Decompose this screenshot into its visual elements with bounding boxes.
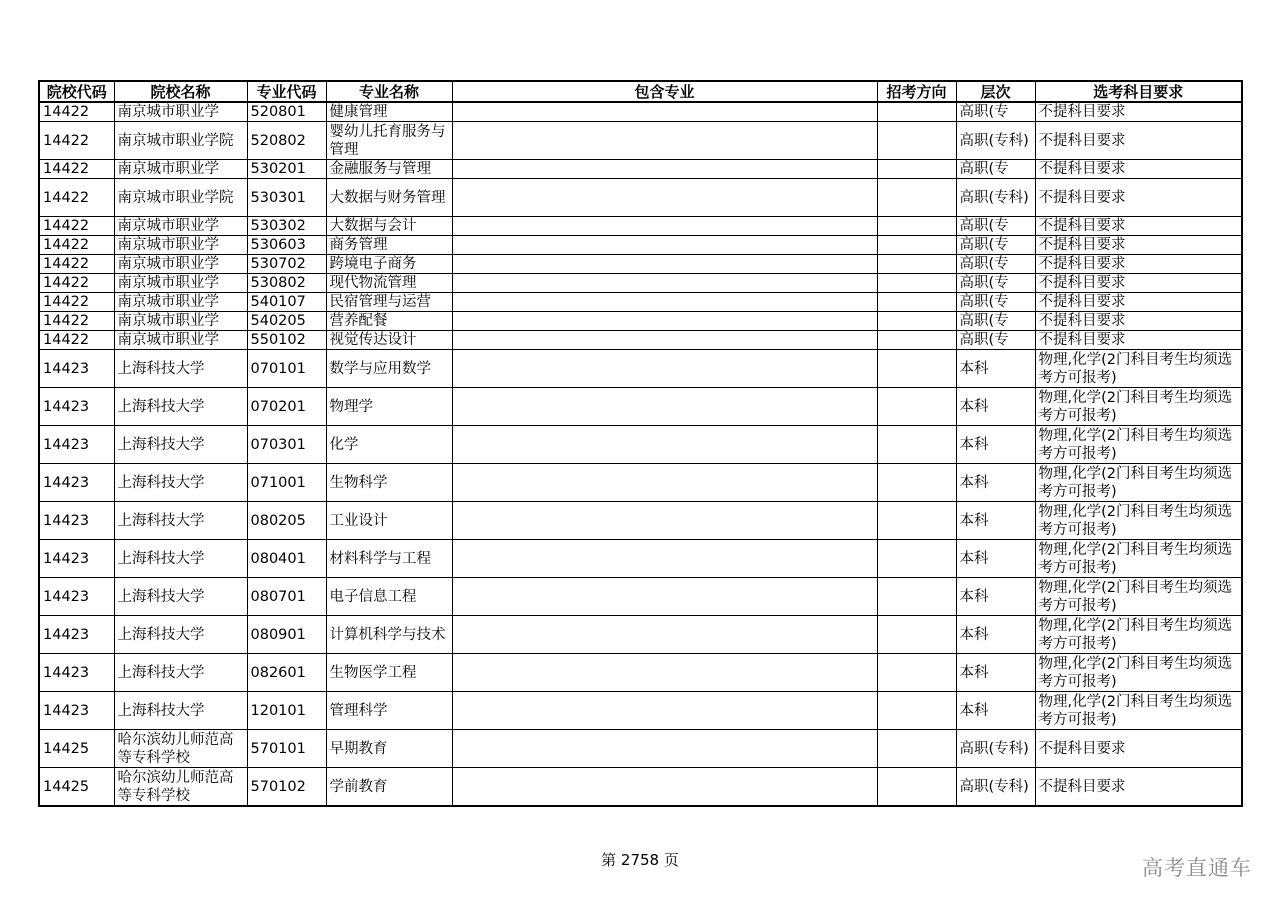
cell-text: 商务管理: [329, 237, 388, 253]
cell-direction: [877, 426, 956, 464]
table-row: [39, 578, 1242, 616]
cell-school-name: 上海科技大学: [114, 426, 247, 464]
cell-level: 本科: [956, 350, 1035, 388]
cell-included-majors: [452, 578, 877, 616]
cell-included-majors: [452, 217, 877, 236]
cell-subject-requirement: 物理,化学(2门科目考生均须选考方可报考): [1035, 578, 1242, 616]
cell-subject-requirement: [1035, 274, 1242, 293]
cell-text: 14422: [43, 161, 90, 177]
cell-text: 民宿管理与运营: [329, 294, 431, 310]
header-school-name: 院校名称: [114, 81, 247, 102]
cell-major-name: [326, 160, 452, 179]
cell-text: 高职(专: [959, 332, 1009, 348]
table-row: [39, 160, 1242, 179]
cell-subject-requirement: 物理,化学(2门科目考生均须选考方可报考): [1035, 426, 1242, 464]
cell-major-code: [247, 274, 326, 293]
cell-text: [456, 331, 874, 349]
cell-school-name: [114, 331, 247, 350]
cell-subject-requirement: [1035, 236, 1242, 255]
cell-direction: [877, 331, 956, 350]
table-row: [39, 426, 1242, 464]
cell-major-code: [247, 255, 326, 274]
cell-major-code: [247, 160, 326, 179]
cell-text: 14422: [43, 275, 90, 291]
cell-school-code: 14423: [39, 388, 114, 426]
cell-direction: [877, 578, 956, 616]
cell-text: 金融服务与管理: [329, 161, 431, 177]
cell-text: 530302: [250, 218, 306, 234]
cell-included-majors: [452, 768, 877, 807]
cell-included-majors: [452, 502, 877, 540]
cell-school-name: 上海科技大学: [114, 464, 247, 502]
cell-subject-requirement: 物理,化学(2门科目考生均须选考方可报考): [1035, 654, 1242, 692]
cell-direction: [877, 102, 956, 122]
cell-school-code: [39, 293, 114, 312]
cell-text: [881, 217, 953, 235]
cell-major-code: 080901: [247, 616, 326, 654]
header-included-majors: 包含专业: [452, 81, 877, 102]
cell-text: 高职(专: [959, 237, 1009, 253]
cell-text: 高职(专: [959, 256, 1009, 272]
cell-text: [881, 255, 953, 273]
cell-direction: [877, 350, 956, 388]
cell-school-name: 上海科技大学: [114, 350, 247, 388]
cell-subject-requirement: 物理,化学(2门科目考生均须选考方可报考): [1035, 540, 1242, 578]
cell-included-majors: [452, 654, 877, 692]
cell-major-code: 070201: [247, 388, 326, 426]
cell-major-name: 大数据与财务管理: [326, 179, 452, 217]
cell-included-majors: [452, 293, 877, 312]
cell-major-name: 早期教育: [326, 730, 452, 768]
cell-included-majors: [452, 426, 877, 464]
cell-text: 高职(专: [959, 294, 1009, 310]
cell-major-code: [247, 293, 326, 312]
cell-level: [956, 102, 1035, 122]
cell-school-code: [39, 217, 114, 236]
cell-text: 14422: [43, 332, 90, 348]
cell-major-name: [326, 236, 452, 255]
table-row: [39, 312, 1242, 331]
cell-text: [456, 274, 874, 292]
cell-subject-requirement: 物理,化学(2门科目考生均须选考方可报考): [1035, 464, 1242, 502]
cell-level: 高职(专科): [956, 768, 1035, 807]
cell-major-name: [326, 255, 452, 274]
cell-text: [881, 274, 953, 292]
cell-major-name: 化学: [326, 426, 452, 464]
cell-school-code: 14423: [39, 464, 114, 502]
header-major-name: 专业名称: [326, 81, 452, 102]
cell-included-majors: [452, 102, 877, 122]
cell-subject-requirement: 物理,化学(2门科目考生均须选考方可报考): [1035, 350, 1242, 388]
cell-included-majors: [452, 255, 877, 274]
cell-included-majors: [452, 616, 877, 654]
cell-subject-requirement: [1035, 293, 1242, 312]
cell-level: [956, 312, 1035, 331]
cell-subject-requirement: [1035, 160, 1242, 179]
cell-text: [881, 160, 953, 178]
cell-text: 营养配餐: [329, 313, 388, 329]
cell-subject-requirement: [1035, 331, 1242, 350]
cell-school-code: [39, 255, 114, 274]
table-row: [39, 217, 1242, 236]
header-direction: 招考方向: [877, 81, 956, 102]
cell-text: 高职(专: [959, 161, 1009, 177]
cell-text: [881, 331, 953, 349]
cell-major-code: [247, 102, 326, 122]
cell-level: 高职(专科): [956, 122, 1035, 160]
table-row: [39, 616, 1242, 654]
cell-school-name: 上海科技大学: [114, 578, 247, 616]
cell-included-majors: [452, 692, 877, 730]
table-row: [39, 692, 1242, 730]
cell-text: [456, 236, 874, 254]
cell-direction: [877, 692, 956, 730]
cell-text: 南京城市职业学: [117, 218, 219, 234]
cell-text: 不提科目要求: [1038, 104, 1126, 120]
cell-subject-requirement: [1035, 102, 1242, 122]
cell-major-code: 080401: [247, 540, 326, 578]
cell-direction: [877, 540, 956, 578]
cell-text: 高职(专: [959, 313, 1009, 329]
cell-direction: [877, 255, 956, 274]
cell-text: 不提科目要求: [1038, 161, 1126, 177]
cell-text: 550102: [250, 332, 306, 348]
cell-text: 南京城市职业学: [117, 256, 219, 272]
cell-major-name: [326, 217, 452, 236]
cell-school-code: 14423: [39, 502, 114, 540]
cell-text: 南京城市职业学: [117, 313, 219, 329]
cell-school-name: [114, 255, 247, 274]
cell-major-code: 120101: [247, 692, 326, 730]
cell-school-name: 哈尔滨幼儿师范高等专科学校: [114, 768, 247, 807]
cell-school-code: 14423: [39, 692, 114, 730]
cell-level: 本科: [956, 464, 1035, 502]
cell-school-name: [114, 274, 247, 293]
cell-text: [881, 312, 953, 330]
cell-major-name: 物理学: [326, 388, 452, 426]
cell-major-code: 070301: [247, 426, 326, 464]
cell-subject-requirement: 物理,化学(2门科目考生均须选考方可报考): [1035, 616, 1242, 654]
cell-level: 本科: [956, 388, 1035, 426]
cell-included-majors: [452, 350, 877, 388]
cell-subject-requirement: 不提科目要求: [1035, 179, 1242, 217]
cell-school-name: 上海科技大学: [114, 654, 247, 692]
cell-level: [956, 160, 1035, 179]
cell-subject-requirement: [1035, 217, 1242, 236]
cell-text: 南京城市职业学: [117, 161, 219, 177]
cell-direction: [877, 274, 956, 293]
cell-text: 南京城市职业学: [117, 294, 219, 310]
cell-major-code: [247, 236, 326, 255]
cell-text: 南京城市职业学: [117, 332, 219, 348]
cell-subject-requirement: 不提科目要求: [1035, 768, 1242, 807]
cell-level: [956, 255, 1035, 274]
cell-direction: [877, 293, 956, 312]
cell-major-name: 数学与应用数学: [326, 350, 452, 388]
table-row: [39, 350, 1242, 388]
cell-school-name: 哈尔滨幼儿师范高等专科学校: [114, 730, 247, 768]
table-row: [39, 654, 1242, 692]
cell-included-majors: [452, 236, 877, 255]
cell-level: [956, 217, 1035, 236]
cell-text: 不提科目要求: [1038, 237, 1126, 253]
cell-school-code: 14425: [39, 730, 114, 768]
cell-school-name: [114, 160, 247, 179]
cell-text: [456, 160, 874, 178]
cell-school-code: 14425: [39, 768, 114, 807]
table-row: [39, 388, 1242, 426]
cell-major-name: 管理科学: [326, 692, 452, 730]
cell-major-name: 学前教育: [326, 768, 452, 807]
cell-direction: [877, 502, 956, 540]
cell-direction: [877, 217, 956, 236]
cell-text: [456, 312, 874, 330]
cell-school-name: 南京城市职业学院: [114, 122, 247, 160]
cell-major-code: [247, 312, 326, 331]
cell-major-name: 婴幼儿托育服务与管理: [326, 122, 452, 160]
cell-text: [456, 293, 874, 311]
cell-text: 530603: [250, 237, 306, 253]
cell-school-code: 14423: [39, 426, 114, 464]
cell-level: [956, 236, 1035, 255]
cell-school-name: 南京城市职业学院: [114, 179, 247, 217]
header-subject-requirement: 选考科目要求: [1035, 81, 1242, 102]
table-row: [39, 464, 1242, 502]
cell-school-code: 14423: [39, 540, 114, 578]
header-school-code: 院校代码: [39, 81, 114, 102]
cell-text: 540107: [250, 294, 306, 310]
cell-major-code: 071001: [247, 464, 326, 502]
cell-text: 南京城市职业学: [117, 275, 219, 291]
table-row: [39, 540, 1242, 578]
cell-subject-requirement: [1035, 255, 1242, 274]
cell-text: [881, 103, 953, 121]
cell-major-name: [326, 331, 452, 350]
cell-text: [881, 236, 953, 254]
table-row: [39, 502, 1242, 540]
cell-text: 视觉传达设计: [329, 332, 417, 348]
table-row: [39, 730, 1242, 768]
table-row: [39, 331, 1242, 350]
cell-major-name: 电子信息工程: [326, 578, 452, 616]
cell-school-name: 上海科技大学: [114, 540, 247, 578]
table-row: [39, 236, 1242, 255]
cell-major-code: 070101: [247, 350, 326, 388]
cell-major-name: 材料科学与工程: [326, 540, 452, 578]
cell-school-code: [39, 102, 114, 122]
cell-subject-requirement: 不提科目要求: [1035, 730, 1242, 768]
cell-major-code: 530301: [247, 179, 326, 217]
cell-subject-requirement: 物理,化学(2门科目考生均须选考方可报考): [1035, 692, 1242, 730]
cell-school-code: 14423: [39, 654, 114, 692]
cell-included-majors: [452, 179, 877, 217]
cell-text: 14422: [43, 104, 90, 120]
cell-text: 不提科目要求: [1038, 275, 1126, 291]
cell-direction: [877, 654, 956, 692]
cell-text: 大数据与会计: [329, 218, 417, 234]
header-major-code: 专业代码: [247, 81, 326, 102]
cell-school-code: [39, 274, 114, 293]
cell-school-code: 14423: [39, 578, 114, 616]
table-body: [39, 102, 1242, 806]
cell-school-code: [39, 236, 114, 255]
cell-level: 本科: [956, 426, 1035, 464]
cell-direction: [877, 179, 956, 217]
cell-major-code: 570101: [247, 730, 326, 768]
cell-text: 14422: [43, 256, 90, 272]
cell-school-name: [114, 102, 247, 122]
cell-text: 跨境电子商务: [329, 256, 417, 272]
admissions-table: [38, 80, 1243, 807]
cell-text: 530201: [250, 161, 306, 177]
cell-text: 南京城市职业学: [117, 237, 219, 253]
table-row: [39, 179, 1242, 217]
cell-subject-requirement: [1035, 312, 1242, 331]
cell-level: 高职(专科): [956, 179, 1035, 217]
cell-text: 不提科目要求: [1038, 294, 1126, 310]
cell-level: 本科: [956, 578, 1035, 616]
cell-included-majors: [452, 312, 877, 331]
cell-included-majors: [452, 122, 877, 160]
cell-level: [956, 331, 1035, 350]
table-row: [39, 274, 1242, 293]
cell-level: 高职(专科): [956, 730, 1035, 768]
cell-text: 健康管理: [329, 104, 388, 120]
cell-level: 本科: [956, 540, 1035, 578]
cell-subject-requirement: 不提科目要求: [1035, 122, 1242, 160]
cell-text: 高职(专: [959, 218, 1009, 234]
cell-included-majors: [452, 388, 877, 426]
cell-text: 520801: [250, 104, 306, 120]
cell-school-code: [39, 331, 114, 350]
cell-text: 14422: [43, 294, 90, 310]
cell-direction: [877, 768, 956, 807]
cell-text: 14422: [43, 218, 90, 234]
table-row: [39, 122, 1242, 160]
cell-subject-requirement: 物理,化学(2门科目考生均须选考方可报考): [1035, 502, 1242, 540]
cell-text: 530702: [250, 256, 306, 272]
cell-text: 530802: [250, 275, 306, 291]
table-row: [39, 768, 1242, 807]
cell-subject-requirement: 物理,化学(2门科目考生均须选考方可报考): [1035, 388, 1242, 426]
cell-major-name: 生物科学: [326, 464, 452, 502]
cell-direction: [877, 730, 956, 768]
cell-school-name: [114, 217, 247, 236]
cell-school-code: [39, 312, 114, 331]
cell-level: [956, 274, 1035, 293]
watermark-logo-text: 高考直通车: [1142, 856, 1252, 880]
cell-direction: [877, 122, 956, 160]
cell-major-code: 080701: [247, 578, 326, 616]
cell-major-code: 520802: [247, 122, 326, 160]
cell-text: 高职(专: [959, 275, 1009, 291]
cell-text: [881, 293, 953, 311]
table-row: [39, 255, 1242, 274]
cell-text: 14422: [43, 313, 90, 329]
cell-level: 本科: [956, 654, 1035, 692]
cell-level: 本科: [956, 616, 1035, 654]
cell-text: 现代物流管理: [329, 275, 417, 291]
cell-school-name: [114, 312, 247, 331]
cell-school-name: [114, 236, 247, 255]
table-row: [39, 293, 1242, 312]
cell-direction: [877, 160, 956, 179]
cell-school-code: 14422: [39, 179, 114, 217]
cell-text: [456, 217, 874, 235]
cell-included-majors: [452, 331, 877, 350]
header-level: 层次: [956, 81, 1035, 102]
cell-text: 不提科目要求: [1038, 218, 1126, 234]
cell-included-majors: [452, 540, 877, 578]
cell-school-code: 14423: [39, 350, 114, 388]
cell-text: [456, 255, 874, 273]
cell-school-code: [39, 160, 114, 179]
cell-school-code: 14422: [39, 122, 114, 160]
cell-major-code: 080205: [247, 502, 326, 540]
cell-text: [456, 103, 874, 121]
cell-major-name: 计算机科学与技术: [326, 616, 452, 654]
cell-major-name: [326, 102, 452, 122]
cell-major-code: [247, 331, 326, 350]
table-header-row: [39, 81, 1242, 102]
cell-level: 本科: [956, 692, 1035, 730]
cell-major-name: 工业设计: [326, 502, 452, 540]
cell-school-name: 上海科技大学: [114, 616, 247, 654]
cell-direction: [877, 616, 956, 654]
cell-text: 不提科目要求: [1038, 332, 1126, 348]
cell-included-majors: [452, 160, 877, 179]
cell-direction: [877, 312, 956, 331]
cell-text: 540205: [250, 313, 306, 329]
cell-major-code: 082601: [247, 654, 326, 692]
cell-direction: [877, 236, 956, 255]
cell-major-name: 生物医学工程: [326, 654, 452, 692]
cell-level: [956, 293, 1035, 312]
table-row: [39, 102, 1242, 122]
cell-level: 本科: [956, 502, 1035, 540]
cell-major-code: 570102: [247, 768, 326, 807]
cell-school-code: 14423: [39, 616, 114, 654]
cell-school-name: 上海科技大学: [114, 692, 247, 730]
page-number: 第 2758 页: [601, 851, 679, 869]
cell-text: 高职(专: [959, 104, 1009, 120]
cell-included-majors: [452, 464, 877, 502]
cell-text: 14422: [43, 237, 90, 253]
cell-text: 南京城市职业学: [117, 104, 219, 120]
cell-text: 不提科目要求: [1038, 256, 1126, 272]
cell-school-name: 上海科技大学: [114, 502, 247, 540]
cell-text: 不提科目要求: [1038, 313, 1126, 329]
cell-school-name: [114, 293, 247, 312]
cell-direction: [877, 388, 956, 426]
cell-major-code: [247, 217, 326, 236]
cell-included-majors: [452, 274, 877, 293]
cell-included-majors: [452, 730, 877, 768]
cell-school-name: 上海科技大学: [114, 388, 247, 426]
cell-major-name: [326, 293, 452, 312]
cell-major-name: [326, 312, 452, 331]
cell-major-name: [326, 274, 452, 293]
cell-direction: [877, 464, 956, 502]
